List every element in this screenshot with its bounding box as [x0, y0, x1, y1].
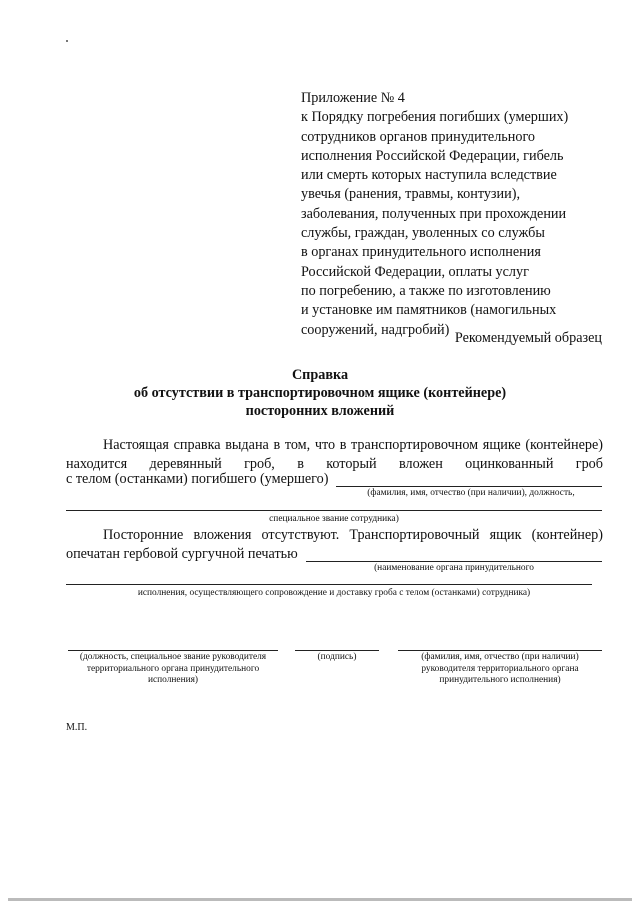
signatory-name-field[interactable] — [398, 650, 602, 651]
caption-signatory-name — [392, 652, 608, 687]
signatory-position-field[interactable] — [68, 650, 278, 651]
caption-signature — [287, 652, 387, 664]
appendix-line: увечья (ранения, травмы, контузии), — [301, 186, 520, 203]
appendix-line: по погребению, а также по изготовлению — [301, 282, 551, 299]
caption-line: (фамилия, имя, отчество (при наличии) — [421, 652, 579, 662]
appendix-line: в органах принудительного исполнения — [301, 244, 541, 261]
title-line-2: об отсутствии в транспортировочном ящике (контейнере) — [133, 385, 507, 401]
organ-name-field[interactable] — [306, 561, 602, 562]
caption-line: (подпись) — [317, 652, 357, 662]
paragraph-2-line-2: опечатан гербовой сургучной печатью — [66, 546, 298, 562]
caption-fio: (фамилия, имя, отчество (при наличии), должность, — [367, 488, 575, 498]
appendix-line: и установке им памятников (намогильных — [301, 302, 557, 319]
appendix-line: к Порядку погребения погибших (умерших) — [301, 109, 569, 126]
caption-organ-1: (наименование органа принудительного — [374, 563, 534, 573]
paragraph-1: Настоящая справка выдана в том, что в транспортировочном ящике (контейнере) находится деревянный гроб, в который вложен оцинкованный гроб — [66, 437, 603, 472]
stamp-placeholder: М.П. — [66, 722, 88, 733]
title-line-1: Справка — [291, 367, 349, 383]
appendix-line: сооружений, надгробий) — [301, 321, 450, 338]
signature-field[interactable] — [295, 650, 379, 651]
recommended-sample-label: Рекомендуемый образец — [454, 330, 602, 346]
appendix-line: сотрудников органов принудительного — [301, 128, 536, 145]
deceased-rank-field[interactable] — [66, 510, 602, 511]
caption-line: исполнения) — [147, 675, 199, 685]
scan-speck — [66, 40, 68, 42]
appendix-header — [301, 89, 601, 340]
document-title — [0, 366, 640, 420]
caption-line: руководителя территориального органа — [421, 663, 579, 674]
organ-name-field-continued[interactable] — [66, 584, 592, 585]
caption-line: принудительного исполнения) — [439, 675, 561, 685]
appendix-line: или смерть которых наступила вследствие — [301, 167, 557, 184]
paragraph-1-line-3: с телом (останками) погибшего (умершего) — [66, 471, 329, 487]
title-line-3: посторонних вложений — [245, 403, 395, 419]
appendix-line: исполнения Российской Федерации, гибель — [301, 147, 564, 164]
caption-line: (должность, специальное звание руководителя — [79, 652, 267, 662]
appendix-line: Приложение № 4 — [301, 90, 405, 106]
paragraph-2-line-1: Посторонние вложения отсутствуют. Транспортировочный ящик (контейнер) — [103, 527, 603, 543]
caption-signatory-position — [60, 652, 286, 687]
appendix-line: службы, граждан, уволенных со службы — [301, 225, 545, 242]
caption-organ-2: исполнения, осуществляющего сопровождение и доставку гроба с телом (останками) сотрудника) — [137, 588, 531, 598]
deceased-name-field[interactable] — [336, 486, 602, 487]
appendix-line: Российской Федерации, оплаты услуг — [301, 263, 529, 280]
caption-line: территориального органа принудительного — [86, 663, 260, 674]
caption-rank: специальное звание сотрудника) — [269, 514, 399, 524]
scan-bottom-edge — [8, 898, 632, 901]
appendix-line: заболевания, полученных при прохождении — [301, 205, 567, 222]
